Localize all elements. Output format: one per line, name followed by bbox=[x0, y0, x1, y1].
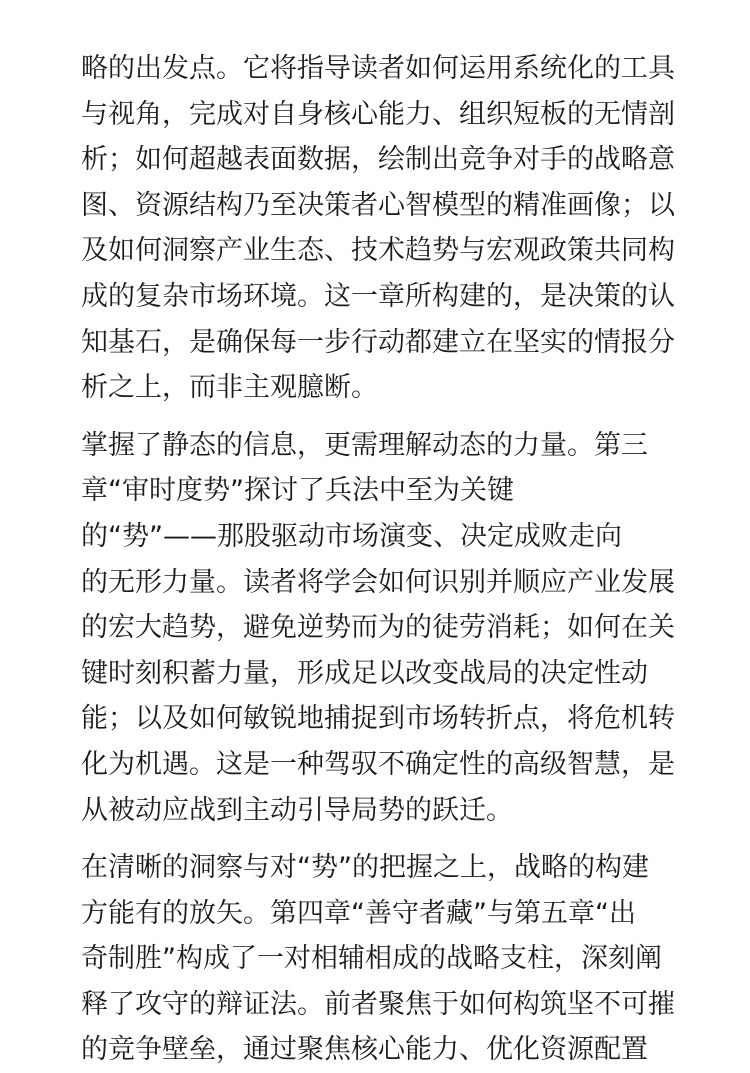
text-line: 键时刻积蓄力量，形成足以改变战局的决定性动 bbox=[81, 657, 648, 689]
paragraph-gap bbox=[81, 833, 698, 845]
text-line: 与视角，完成对自身核心能力、组织短板的无情剖 bbox=[81, 98, 675, 130]
paragraph-1 bbox=[81, 46, 698, 411]
text-line: 从被动应战到主动引导局势的跃迁。 bbox=[81, 794, 513, 826]
paragraph-2 bbox=[81, 423, 698, 833]
text-line: 及如何洞察产业生态、技术趋势与宏观政策共同构 bbox=[81, 235, 675, 267]
text-line: 析；如何超越表面数据，绘制出竞争对手的战略意 bbox=[81, 144, 675, 176]
text-line: 的宏大趋势，避免逆势而为的徒劳消耗；如何在关 bbox=[81, 612, 675, 644]
text-line: 知基石，是确保每一步行动都建立在坚实的情报分 bbox=[81, 326, 675, 358]
text-line: 的竞争壁垒，通过聚焦核心能力、优化资源配置 bbox=[81, 1034, 648, 1066]
paragraph-gap bbox=[81, 411, 698, 423]
text-line: 图、资源结构乃至决策者心智模型的精准画像；以 bbox=[81, 189, 675, 221]
text-line: 释了攻守的辩证法。前者聚焦于如何构筑坚不可摧 bbox=[81, 988, 675, 1020]
text-line: 能；以及如何敏锐地捕捉到市场转折点，将危机转 bbox=[81, 703, 675, 735]
text-line: 析之上，而非主观臆断。 bbox=[81, 372, 378, 404]
text-line: 在清晰的洞察与对“势”的把握之上，战略的构建 bbox=[81, 852, 649, 884]
text-line: 的无形力量。读者将学会如何识别并顺应产业发展 bbox=[81, 566, 675, 598]
text-line: 略的出发点。它将指导读者如何运用系统化的工具 bbox=[81, 53, 675, 84]
text-line: 的“势”——那股驱动市场演变、决定成败走向 bbox=[81, 520, 622, 552]
paragraph-3 bbox=[81, 845, 698, 1073]
text-line: 掌握了静态的信息，更需理解动态的力量。第三 bbox=[81, 429, 648, 461]
text-line: 化为机遇。这是一种驾驭不确定性的高级智慧，是 bbox=[81, 748, 675, 780]
text-line: 方能有的放矢。第四章“善守者藏”与第五章“出 bbox=[81, 897, 636, 929]
text-line: 章“审时度势”探讨了兵法中至为关键 bbox=[81, 475, 514, 507]
text-line: 奇制胜”构成了一对相辅相成的战略支柱，深刻阐 bbox=[81, 943, 662, 975]
text-line: 成的复杂市场环境。这一章所构建的，是决策的认 bbox=[81, 280, 675, 312]
